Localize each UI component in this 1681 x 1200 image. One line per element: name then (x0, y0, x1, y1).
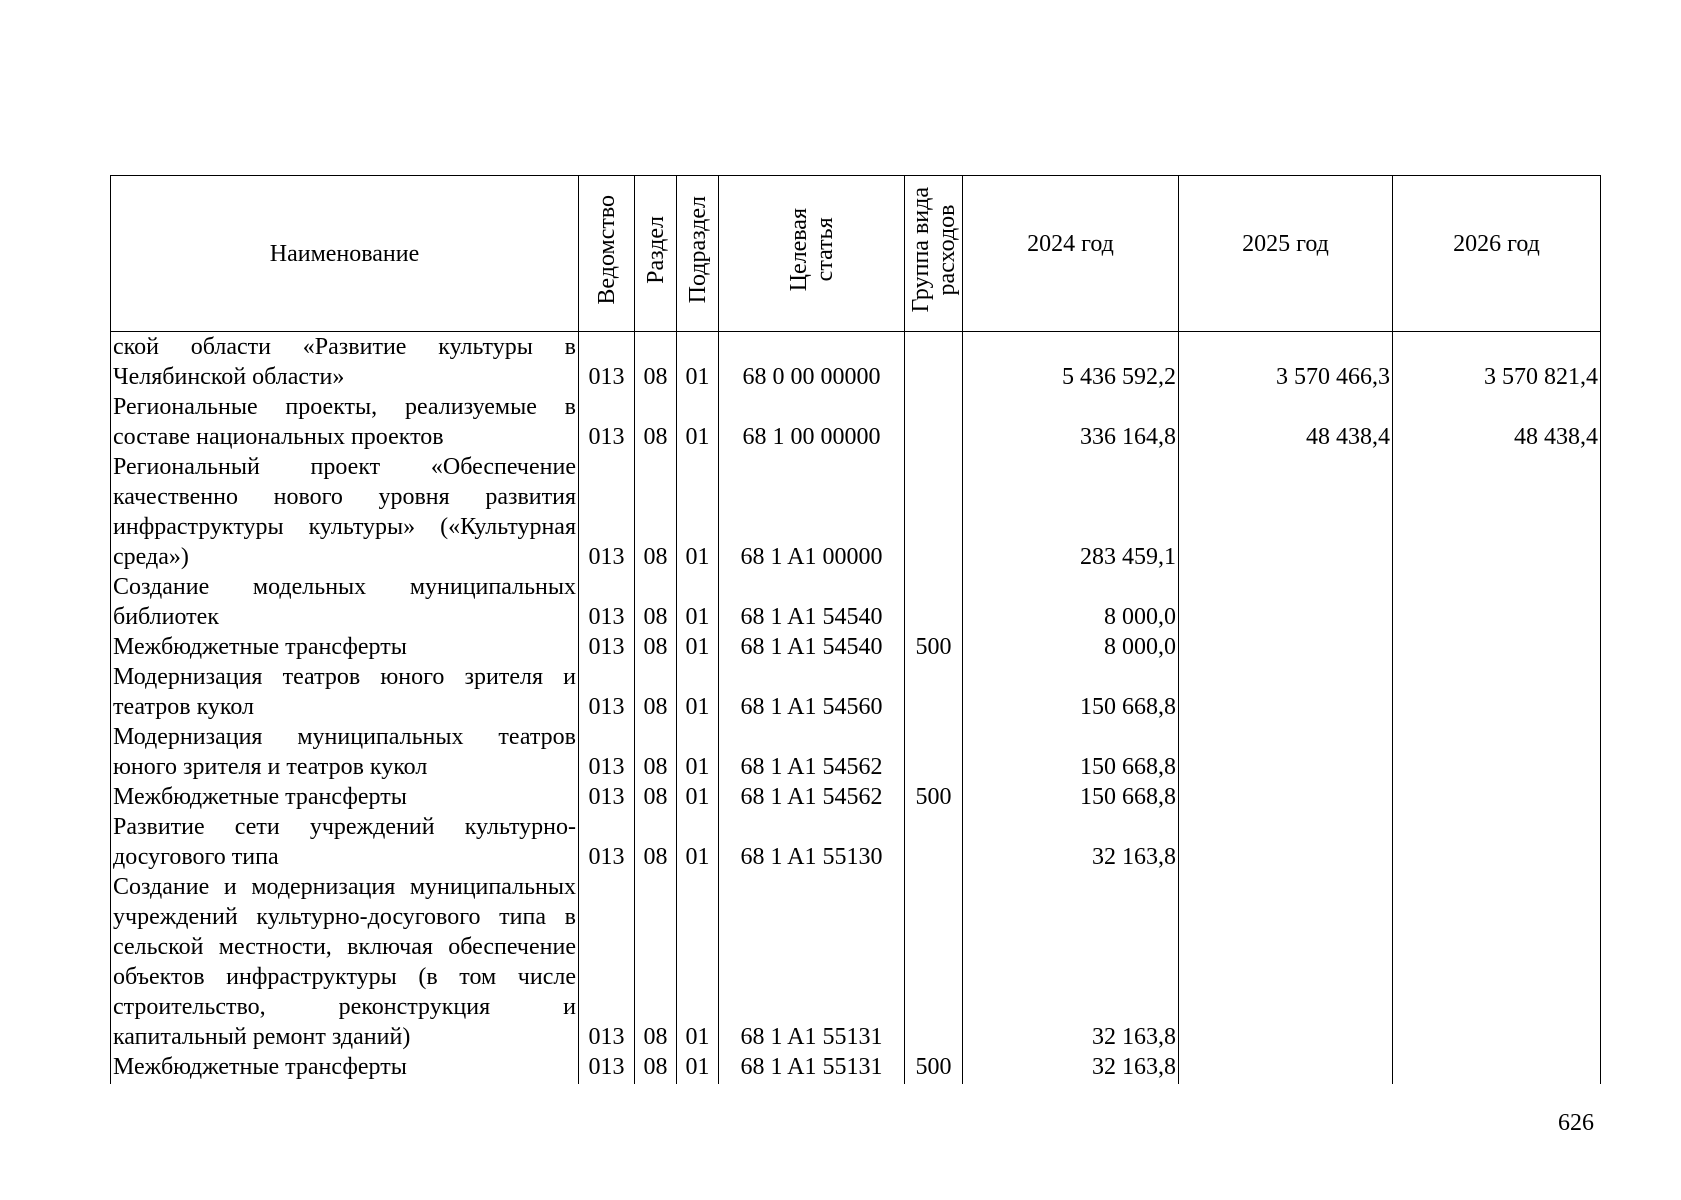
cell-2026 (1393, 572, 1601, 632)
cell-section: 08 (635, 392, 677, 452)
cell-2026 (1393, 1052, 1601, 1084)
cell-subsection: 01 (677, 872, 719, 1052)
cell-name: ской области «Развитие культуры в Челябинской области» (111, 332, 579, 393)
cell-target-article: 68 1 A1 55130 (719, 812, 905, 872)
cell-department: 013 (579, 1052, 635, 1084)
cell-2026 (1393, 812, 1601, 872)
cell-subsection: 01 (677, 722, 719, 782)
cell-2026 (1393, 872, 1601, 1052)
cell-2025: 3 570 466,3 (1179, 332, 1393, 393)
cell-name: Создание модельных муниципальных библиотек (111, 572, 579, 632)
cell-target-article: 68 0 00 00000 (719, 332, 905, 393)
cell-2024: 283 459,1 (963, 452, 1179, 572)
cell-department: 013 (579, 572, 635, 632)
cell-expense-group (905, 392, 963, 452)
cell-target-article: 68 1 A1 55131 (719, 1052, 905, 1084)
cell-target-article: 68 1 00 00000 (719, 392, 905, 452)
cell-target-article: 68 1 A1 54562 (719, 782, 905, 812)
header-subsection: Подраздел (677, 176, 719, 332)
cell-section: 08 (635, 332, 677, 393)
cell-2026 (1393, 632, 1601, 662)
cell-2024: 32 163,8 (963, 812, 1179, 872)
cell-name: Модернизация муниципальных театров юного зрителя и театров кукол (111, 722, 579, 782)
cell-department: 013 (579, 392, 635, 452)
cell-subsection: 01 (677, 632, 719, 662)
cell-2026 (1393, 452, 1601, 572)
cell-2024: 32 163,8 (963, 872, 1179, 1052)
cell-subsection: 01 (677, 662, 719, 722)
cell-2025 (1179, 1052, 1393, 1084)
table-row (111, 872, 1601, 1052)
cell-name: Модернизация театров юного зрителя и театров кукол (111, 662, 579, 722)
cell-2026 (1393, 662, 1601, 722)
cell-2024: 8 000,0 (963, 572, 1179, 632)
cell-expense-group: 500 (905, 1052, 963, 1084)
cell-department: 013 (579, 332, 635, 393)
cell-name: Региональные проекты, реализуемые в составе национальных проектов (111, 392, 579, 452)
cell-department: 013 (579, 452, 635, 572)
table-row (111, 392, 1601, 452)
cell-expense-group (905, 572, 963, 632)
cell-2025 (1179, 872, 1393, 1052)
cell-2025 (1179, 722, 1393, 782)
header-year-2025: 2025 год (1179, 176, 1393, 332)
cell-target-article: 68 1 A1 54540 (719, 572, 905, 632)
cell-section: 08 (635, 572, 677, 632)
cell-subsection: 01 (677, 332, 719, 393)
cell-2024: 150 668,8 (963, 722, 1179, 782)
cell-2026: 3 570 821,4 (1393, 332, 1601, 393)
header-year-2026: 2026 год (1393, 176, 1601, 332)
header-section: Раздел (635, 176, 677, 332)
cell-subsection: 01 (677, 452, 719, 572)
cell-department: 013 (579, 782, 635, 812)
table-row (111, 782, 1601, 812)
cell-2025: 48 438,4 (1179, 392, 1393, 452)
cell-target-article: 68 1 A1 00000 (719, 452, 905, 572)
header-department: Ведомство (579, 176, 635, 332)
cell-2024: 150 668,8 (963, 782, 1179, 812)
table-row (111, 572, 1601, 632)
table-row (111, 452, 1601, 572)
page-number: 626 (1558, 1110, 1594, 1136)
cell-2026 (1393, 782, 1601, 812)
cell-2024: 8 000,0 (963, 632, 1179, 662)
cell-2024: 150 668,8 (963, 662, 1179, 722)
cell-2024: 32 163,8 (963, 1052, 1179, 1084)
cell-department: 013 (579, 722, 635, 782)
cell-department: 013 (579, 632, 635, 662)
cell-expense-group (905, 662, 963, 722)
cell-section: 08 (635, 632, 677, 662)
cell-2025 (1179, 812, 1393, 872)
table-row (111, 632, 1601, 662)
cell-section: 08 (635, 782, 677, 812)
cell-name: Региональный проект «Обеспечение качественно нового уровня развития инфраструктуры культуры» («Культурная среда») (111, 452, 579, 572)
cell-department: 013 (579, 872, 635, 1052)
cell-2024: 5 436 592,2 (963, 332, 1179, 393)
cell-subsection: 01 (677, 782, 719, 812)
header-expense-group: Группа вида расходов (905, 176, 963, 332)
cell-expense-group: 500 (905, 782, 963, 812)
cell-department: 013 (579, 812, 635, 872)
table-header-row (111, 176, 1601, 332)
cell-section: 08 (635, 452, 677, 572)
cell-2025 (1179, 632, 1393, 662)
cell-expense-group (905, 332, 963, 393)
cell-2025 (1179, 662, 1393, 722)
cell-name: Межбюджетные трансферты (111, 1052, 579, 1084)
header-name: Наименование (111, 176, 579, 332)
cell-section: 08 (635, 722, 677, 782)
cell-expense-group (905, 722, 963, 782)
cell-name: Создание и модернизация муниципальных учреждений культурно-досугового типа в сельской местности, включая обеспечение объектов инфраструктуры (в том числе строительство, реконструкция и капитальный ремонт зданий) (111, 872, 579, 1052)
table-row (111, 662, 1601, 722)
cell-target-article: 68 1 A1 54540 (719, 632, 905, 662)
cell-subsection: 01 (677, 812, 719, 872)
cell-2025 (1179, 782, 1393, 812)
cell-target-article: 68 1 A1 54562 (719, 722, 905, 782)
table-row (111, 332, 1601, 393)
cell-subsection: 01 (677, 392, 719, 452)
cell-2025 (1179, 452, 1393, 572)
cell-2024: 336 164,8 (963, 392, 1179, 452)
cell-2026 (1393, 722, 1601, 782)
budget-table (110, 175, 1601, 1084)
table-body (111, 332, 1601, 1085)
cell-expense-group (905, 812, 963, 872)
header-target-article: Целевая статья (719, 176, 905, 332)
cell-name: Межбюджетные трансферты (111, 782, 579, 812)
cell-section: 08 (635, 662, 677, 722)
cell-expense-group (905, 872, 963, 1052)
cell-subsection: 01 (677, 572, 719, 632)
cell-department: 013 (579, 662, 635, 722)
cell-2025 (1179, 572, 1393, 632)
table-row (111, 1052, 1601, 1084)
cell-expense-group: 500 (905, 632, 963, 662)
cell-target-article: 68 1 A1 54560 (719, 662, 905, 722)
table-row (111, 812, 1601, 872)
cell-section: 08 (635, 1052, 677, 1084)
cell-name: Развитие сети учреждений культурно-досугового типа (111, 812, 579, 872)
cell-section: 08 (635, 812, 677, 872)
cell-section: 08 (635, 872, 677, 1052)
cell-target-article: 68 1 A1 55131 (719, 872, 905, 1052)
cell-subsection: 01 (677, 1052, 719, 1084)
cell-name: Межбюджетные трансферты (111, 632, 579, 662)
header-year-2024: 2024 год (963, 176, 1179, 332)
cell-2026: 48 438,4 (1393, 392, 1601, 452)
cell-expense-group (905, 452, 963, 572)
table-row (111, 722, 1601, 782)
